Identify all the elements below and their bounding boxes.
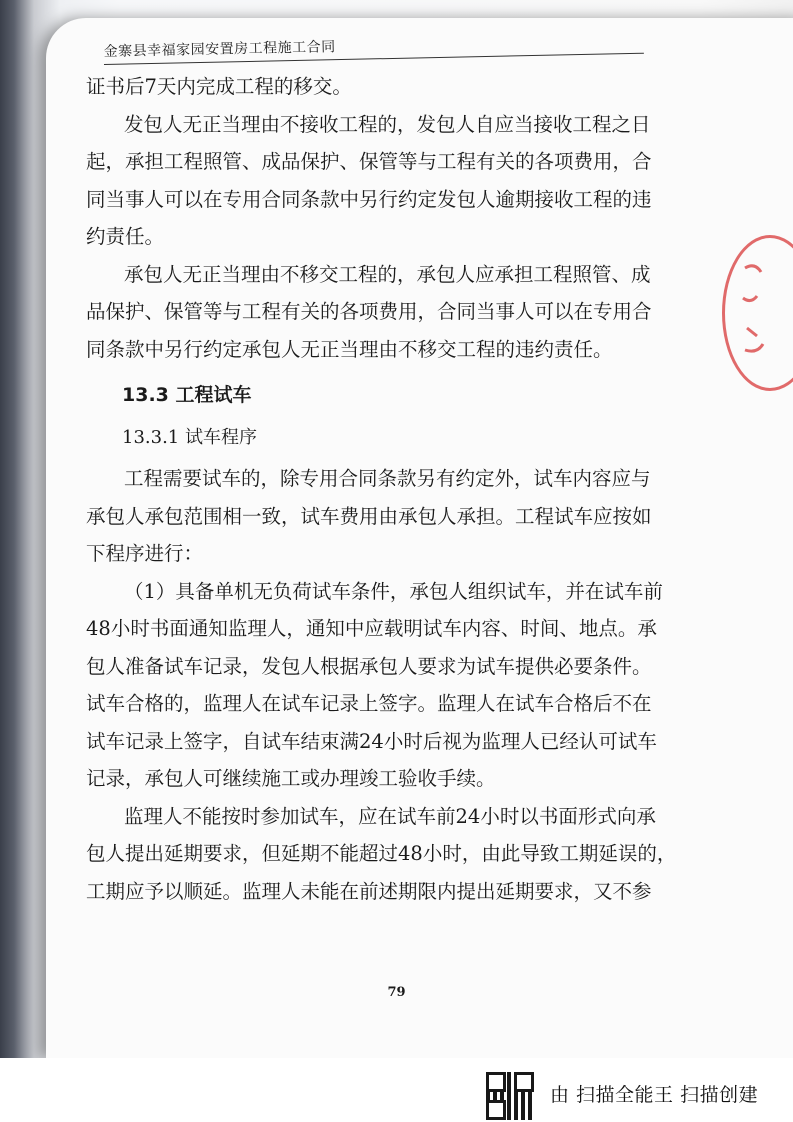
text-line: 包人提出延期要求，但延期不能超过48小时，由此导致工期延误的， bbox=[86, 842, 677, 865]
text-line: 48小时书面通知监理人，通知中应载明试车内容、时间、地点。承 bbox=[86, 617, 657, 640]
paragraph-3 bbox=[86, 256, 651, 294]
paragraph-2 bbox=[86, 106, 651, 144]
text-line: 包人准备试车记录，发包人根据承包人要求为试车提供必要条件。 bbox=[86, 654, 652, 678]
qr-code-icon bbox=[486, 1072, 534, 1120]
scanner-credit: 由 扫描全能王 扫描创建 bbox=[550, 1084, 759, 1106]
paragraph-6 bbox=[86, 798, 656, 836]
seal-marks bbox=[725, 238, 793, 382]
text-line: 起，承担工程照管、成品保护、保管等与工程有关的各项费用，合 bbox=[86, 150, 652, 173]
paragraph-1 bbox=[86, 68, 646, 106]
text-line: 下程序进行： bbox=[86, 542, 204, 565]
text-line: 试车记录上签字，自试车结束满24小时后视为监理人已经认可试车 bbox=[86, 729, 657, 753]
section-heading: 13.3 工程试车 bbox=[122, 384, 252, 406]
paragraph-5-cont bbox=[86, 610, 657, 798]
text-line: 品保护、保管等与工程有关的各项费用，合同当事人可以在专用合 bbox=[86, 300, 652, 323]
text-line: 记录，承包人可继续施工或办理竣工验收手续。 bbox=[86, 767, 496, 790]
text-line: 工程需要试车的，除专用合同条款另有约定外，试车内容应与 bbox=[124, 467, 651, 490]
text-line: 约责任。 bbox=[86, 225, 165, 248]
text-line: 工期应予以顺延。监理人未能在前述期限内提出延期要求，又不参 bbox=[86, 879, 652, 903]
text-line: 承包人无正当理由不移交工程的，承包人应承担工程照管、成 bbox=[124, 262, 651, 286]
paragraph-4-cont bbox=[86, 498, 652, 573]
red-seal-stamp bbox=[722, 235, 793, 391]
paragraph-3-cont bbox=[86, 293, 652, 368]
paragraph-2-cont bbox=[86, 143, 652, 256]
paragraph-6-cont bbox=[86, 835, 677, 910]
paragraph-5 bbox=[86, 573, 663, 611]
text-line: 监理人不能按时参加试车，应在试车前24小时以书面形式向承 bbox=[124, 804, 656, 828]
text-line: 证书后7天内完成工程的移交。 bbox=[86, 75, 352, 98]
subsection-heading: 13.3.1 试车程序 bbox=[122, 427, 257, 448]
page-number: 79 bbox=[387, 985, 406, 1000]
text-line: 试车合格的，监理人在试车记录上签字。监理人在试车合格后不在 bbox=[86, 692, 652, 715]
text-line: 同条款中另行约定承包人无正当理由不移交工程的违约责任。 bbox=[86, 337, 613, 361]
running-header: 金寨县幸福家园安置房工程施工合同 bbox=[103, 29, 643, 65]
text-line: （1）具备单机无负荷试车条件，承包人组织试车，并在试车前 bbox=[124, 579, 663, 603]
text-line: 发包人无正当理由不接收工程的，发包人自应当接收工程之日 bbox=[124, 112, 651, 136]
scanner-footer bbox=[0, 1058, 793, 1122]
text-line: 同当事人可以在专用合同条款中另行约定发包人逾期接收工程的违 bbox=[86, 187, 652, 211]
paragraph-4 bbox=[86, 460, 651, 498]
text-line: 承包人承包范围相一致，试车费用由承包人承担。工程试车应按如 bbox=[86, 504, 652, 528]
document-body bbox=[86, 68, 677, 910]
